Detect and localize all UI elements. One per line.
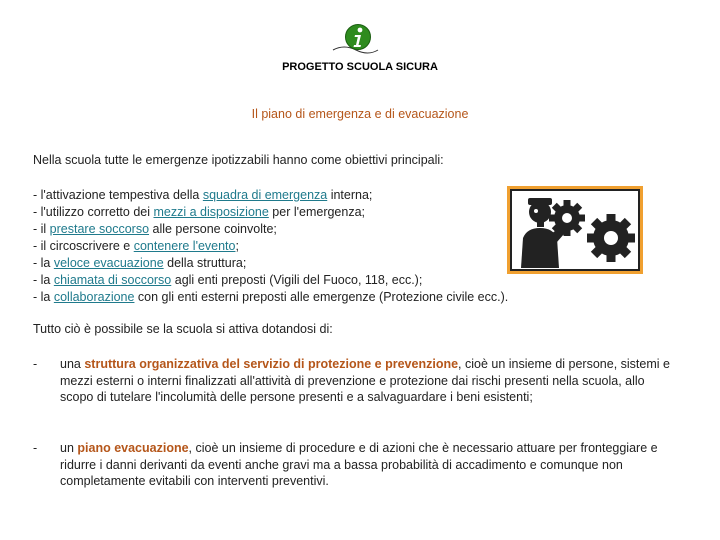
link-prestare-soccorso[interactable]: prestare soccorso (49, 222, 150, 236)
item-body (60, 440, 680, 490)
link-contenere-evento[interactable]: contenere l'evento (133, 239, 236, 253)
list-item (33, 255, 508, 272)
requirements-intro: Tutto ciò è possibile se la scuola si attiva dotandosi di: (33, 322, 333, 336)
bullet-text: per l'emergenza; (268, 205, 366, 219)
bullet-text: della struttura; (163, 256, 247, 270)
link-collaborazione[interactable]: collaborazione (53, 290, 135, 304)
bullet-text: - l'utilizzo corretto dei (33, 205, 154, 219)
link-chiamata-soccorso[interactable]: chiamata di soccorso (53, 273, 172, 287)
list-item (33, 187, 508, 204)
dash-marker: - (33, 441, 38, 455)
objectives-list (33, 187, 508, 306)
bullet-text: - la (33, 290, 54, 304)
bullet-text: interna; (327, 188, 373, 202)
dash-marker: - (33, 357, 38, 371)
list-item (33, 221, 508, 238)
list-item (33, 272, 508, 289)
page-subtitle: Il piano di emergenza e di evacuazione (251, 107, 469, 121)
intro-text: Nella scuola tutte le emergenze ipotizzabili hanno come obiettivi principali: (33, 153, 444, 167)
item-text: , cioè un insieme di procedure e di azioni che è necessario attuare per fronteggiare e ridurre i danni derivanti da eventi anche gravi ma a bassa probabilità di accadimento e comunque non completamente evitabili con interventi preventivi. (60, 441, 658, 489)
worker-gears-clipart (507, 186, 643, 274)
info-icon (330, 20, 380, 56)
bullet-text: alle persone coinvolte; (149, 222, 277, 236)
bullet-text: - la (33, 256, 54, 270)
highlight-piano-evacuazione: piano evacuazione (77, 441, 189, 455)
bullet-text: - l'attivazione tempestiva della (33, 188, 203, 202)
highlight-struttura-organizzativa: struttura organizzativa del servizio di protezione e prevenzione (84, 357, 459, 371)
bullet-text: con gli enti esterni preposti alle emergenze (Protezione civile ecc.). (134, 290, 509, 304)
item-body (60, 356, 680, 406)
list-item (33, 204, 508, 221)
link-mezzi-disposizione[interactable]: mezzi a disposizione (153, 205, 269, 219)
item-text: una (60, 357, 85, 371)
bullet-text: - il circoscrivere e (33, 239, 134, 253)
list-item (33, 238, 508, 255)
bullet-text: - il (33, 222, 50, 236)
page-header-title: PROGETTO SCUOLA SICURA (282, 61, 438, 73)
link-veloce-evacuazione[interactable]: veloce evacuazione (53, 256, 164, 270)
list-item (33, 289, 508, 306)
item-text: un (60, 441, 78, 455)
item-text: , cioè un insieme di persone, sistemi e mezzi esterni o interni finalizzati all'attività di prevenzione e protezione dai rischi presenti nella scuola, allo scopo di tutelare l'incolumità delle persone presenti e a salvaguardare i beni esistenti; (60, 357, 670, 405)
bullet-text: agli enti preposti (Vigili del Fuoco, 118, ecc.); (171, 273, 423, 287)
bullet-text: ; (235, 239, 239, 253)
bullet-text: - la (33, 273, 54, 287)
link-squadra-emergenza[interactable]: squadra di emergenza (202, 188, 328, 202)
